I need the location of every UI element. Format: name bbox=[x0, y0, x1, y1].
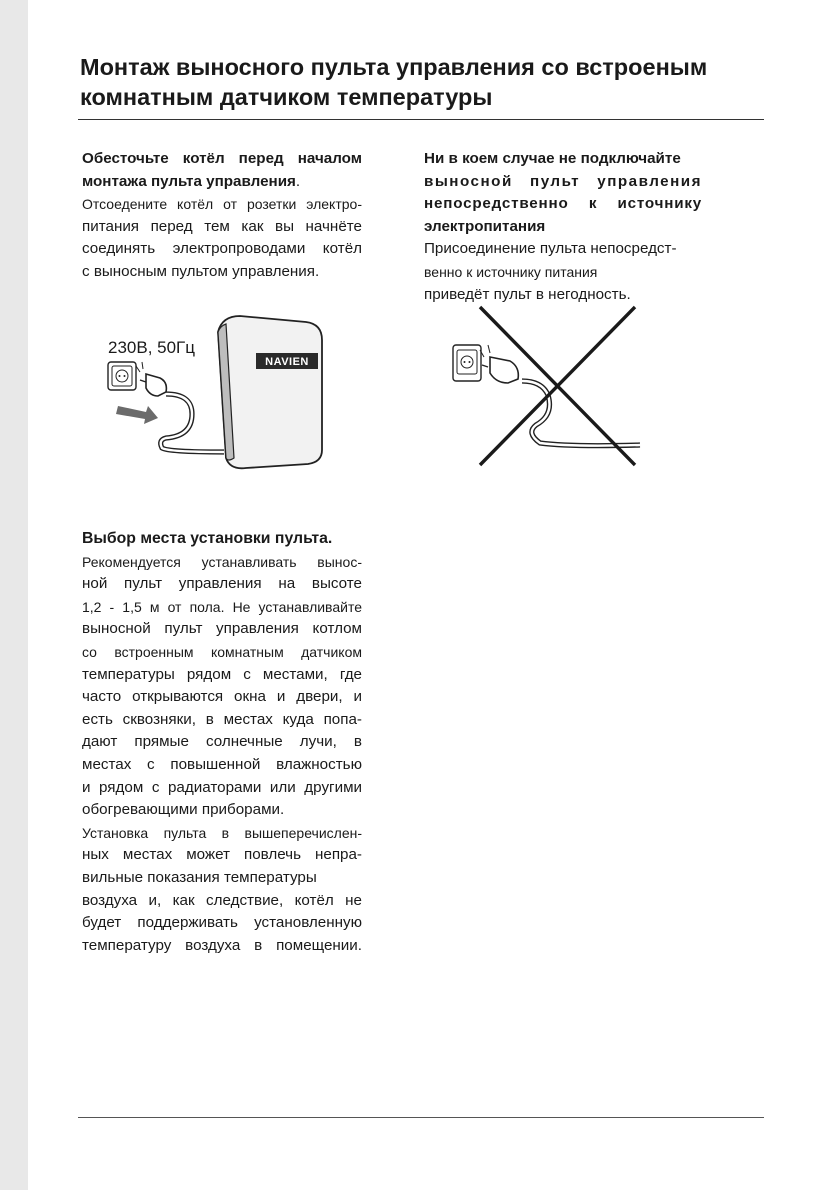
disconnect-heading-text: монтажа пульта управления bbox=[82, 172, 296, 190]
location-body-line: выносной пульт управления котлом bbox=[82, 620, 362, 638]
page-edge-strip bbox=[0, 0, 28, 1190]
wall-socket-icon bbox=[453, 345, 481, 381]
location-body-line: обогревающими приборами. bbox=[82, 801, 285, 819]
location-body-line: Установка пульта в вышеперечислен- bbox=[82, 824, 362, 841]
wall-socket-icon bbox=[108, 362, 136, 390]
location-body-line: вильные показания температуры bbox=[82, 868, 317, 886]
disconnect-body-line: питания перед тем как вы начнёте bbox=[82, 217, 362, 235]
disconnect-body-line: Отсоедените котёл от розетки электро- bbox=[82, 196, 362, 213]
warning-heading-line: электропитания bbox=[424, 217, 546, 235]
pull-arrow-icon bbox=[116, 406, 158, 424]
title-divider bbox=[78, 119, 764, 120]
location-body-line: часто открываются окна и двери, и bbox=[82, 688, 362, 706]
disconnect-body-line: соединять электропроводами котёл bbox=[82, 240, 362, 258]
location-body-line: со встроенным комнатным датчиком bbox=[82, 643, 362, 660]
location-body-line: дают прямые солнечные лучи, в bbox=[82, 733, 362, 751]
warning-heading-line: Ни в коем случае не подключайте bbox=[424, 150, 681, 167]
disconnect-heading-line-1: Обесточьте котёл перед началом bbox=[82, 150, 362, 167]
warning-body-line: Присоединение пульта непосредст- bbox=[424, 240, 677, 258]
location-body-line: Рекомендуется устанавливать вынос- bbox=[82, 553, 362, 570]
power-cable bbox=[161, 394, 224, 452]
location-heading: Выбор места установки пульта. bbox=[82, 530, 333, 547]
location-body-line: и рядом с радиаторами или другими bbox=[82, 778, 362, 796]
warning-body-line: венно к источнику питания bbox=[424, 263, 598, 280]
page-title bbox=[80, 52, 770, 112]
location-body-line: воздуха и, как следствие, котёл не bbox=[82, 891, 362, 909]
location-body-line: температуру воздуха в помещении. bbox=[82, 936, 362, 954]
location-body-line: местах с повышенной влажностью bbox=[82, 755, 362, 773]
location-body-line: будет поддерживать установленную bbox=[82, 914, 362, 932]
plug-icon bbox=[482, 357, 518, 383]
location-body-line: ной пульт управления на высоте bbox=[82, 575, 362, 593]
boiler-unit bbox=[218, 316, 322, 468]
disconnect-heading-period: . bbox=[295, 172, 301, 190]
plug-icon bbox=[140, 374, 166, 396]
brand-text: NAVIEN bbox=[265, 356, 309, 368]
footer-divider bbox=[78, 1117, 764, 1118]
boiler-unplug-illustration bbox=[100, 310, 340, 480]
warning-heading-line: выносной пульт управления bbox=[424, 172, 702, 190]
location-body-line: 1,2 - 1,5 м от пола. Не устанавливайте bbox=[82, 598, 362, 615]
location-section bbox=[82, 528, 362, 957]
warning-heading-line: непосредственно к источнику bbox=[424, 195, 702, 213]
warning-body-line: приведёт пульт в негодность. bbox=[424, 285, 631, 303]
page-title-line-2: комнатным датчиком температуры bbox=[80, 84, 493, 110]
location-body-line: есть сквозняки, в местах куда попа- bbox=[82, 710, 362, 728]
warning-section bbox=[424, 148, 702, 306]
voltage-label: 230В, 50Гц bbox=[108, 338, 196, 357]
disconnect-body-line: с выносным пультом управления. bbox=[82, 262, 320, 280]
disconnect-section bbox=[82, 148, 362, 284]
location-body-line: ных местах может повлечь непра- bbox=[82, 846, 362, 864]
location-body-line: температуры рядом с местами, где bbox=[82, 665, 362, 683]
page-title-line-1: Монтаж выносного пульта управления со встроеным bbox=[80, 54, 708, 80]
disconnect-heading-line-2 bbox=[82, 171, 362, 194]
direct-connection-forbidden-illustration bbox=[450, 305, 650, 470]
pult-cable bbox=[522, 381, 640, 446]
